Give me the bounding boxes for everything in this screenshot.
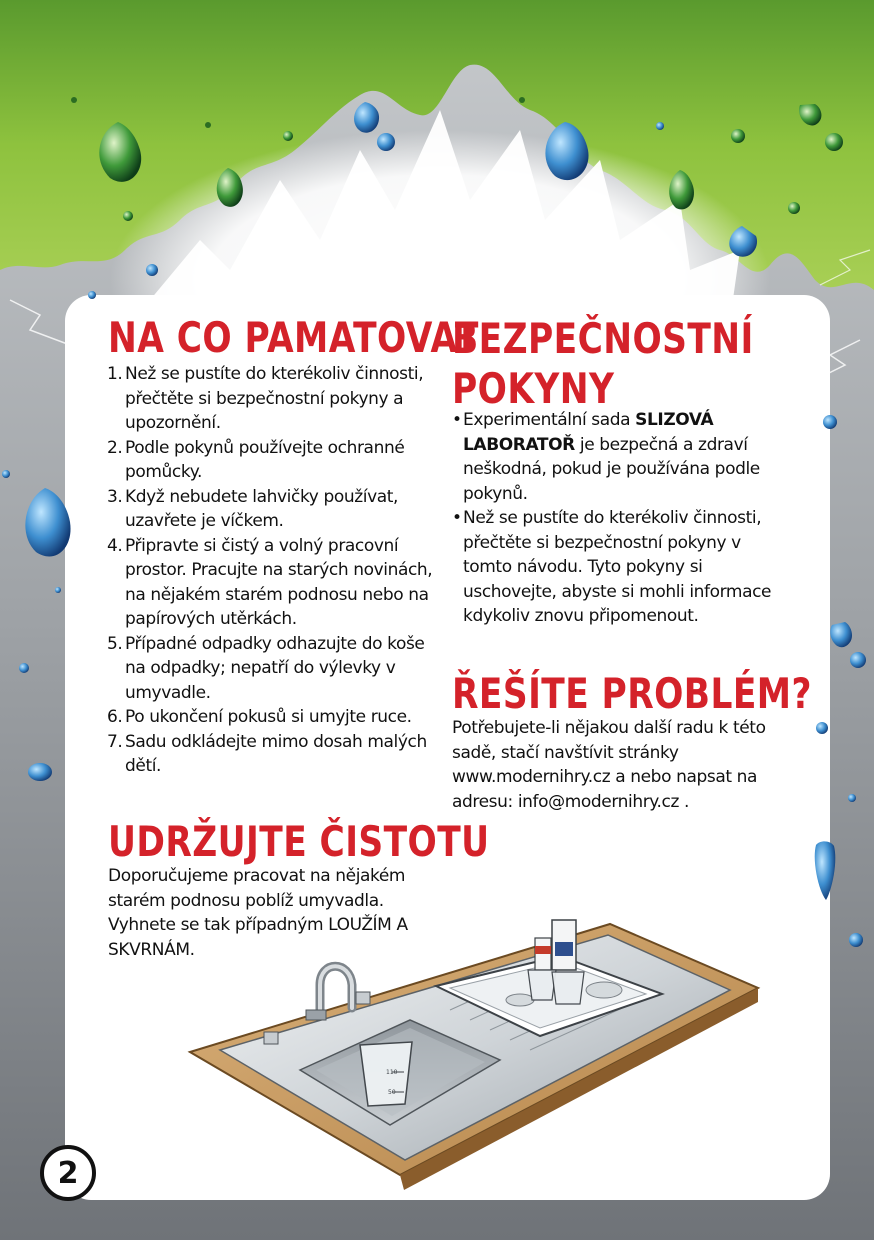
clean-text: Doporučujeme pracovat na nějakém starém podnosu poblíž umyvadla. Vyhnete se tak případným LOUŽÍM A SKVRNÁM. <box>108 866 408 960</box>
page-number: 2 <box>40 1145 96 1201</box>
item-number: 4. <box>107 535 123 556</box>
safety-list <box>452 408 787 629</box>
safety-heading-line2: POKYNY <box>452 364 615 413</box>
bullet-icon: • <box>452 410 462 430</box>
item-number: 1. <box>107 364 123 384</box>
list-item: • Než se pustíte do kterékoliv činnosti, přečtěte si bezpečnostní pokyny v tomto návodu. Tyto pokyny si uschovejte, abyste si mohli informace kdykoliv znovu připomenout. <box>452 508 772 626</box>
list-item <box>107 436 437 485</box>
item-number: 3. <box>107 486 123 507</box>
problem-text: Potřebujete-li nějakou další radu k této sadě, stačí navštívit stránky www.modernihry.cz a nebo napsat na adresu: info@modernihry.cz . <box>452 718 766 812</box>
beaker-mark-high: 110 <box>386 1069 398 1076</box>
problem-heading: ŘEŠÍTE PROBLÉM? <box>452 669 812 718</box>
item-text: Když nebudete lahvičky používat, uzavřete je víčkem. <box>125 486 399 531</box>
item-text: Připravte si čistý a volný pracovní prostor. Pracujte na starých novinách, na nějakém starém podnosu nebo na papírových utěrkách. <box>125 535 433 629</box>
safety-heading-line1: BEZPEČNOSTNÍ <box>452 314 754 363</box>
item-number: 6. <box>107 707 123 727</box>
list-item: • Experimentální sada SLIZOVÁ LABORATOŘ je bezpečná a zdraví neškodná, pokud je používána podle pokynů. <box>452 410 760 504</box>
item-text: Po ukončení pokusů si umyjte ruce. <box>125 707 412 727</box>
list-item <box>107 362 437 436</box>
item-text: Než se pustíte do kterékoliv činnosti, přečtěte si bezpečnostní pokyny a upozornění. <box>125 364 424 433</box>
item-number: 5. <box>107 633 123 654</box>
safety-heading <box>452 314 754 414</box>
remember-heading: NA CO PAMATOVAT <box>108 313 479 362</box>
list-item <box>107 485 437 534</box>
beaker-mark-low: 50 <box>388 1089 396 1096</box>
item-number: 7. <box>107 731 123 752</box>
item-number: 2. <box>107 437 123 458</box>
clean-heading: UDRŽUJTE ČISTOTU <box>108 817 490 866</box>
item-text: Případné odpadky odhazujte do koše na odpadky; nepatří do výlevky v umyvadle. <box>125 633 425 703</box>
list-item <box>107 632 437 706</box>
product-name: SLIZOVÁ LABORATOŘ <box>463 410 714 455</box>
list-item <box>107 534 437 632</box>
list-item <box>107 730 437 779</box>
list-item <box>107 705 437 730</box>
item-text: Sadu odkládejte mimo dosah malých dětí. <box>125 731 427 776</box>
remember-list <box>107 362 437 779</box>
item-text: Podle pokynů používejte ochranné pomůcky. <box>125 437 405 482</box>
bullet-icon: • <box>452 508 462 528</box>
